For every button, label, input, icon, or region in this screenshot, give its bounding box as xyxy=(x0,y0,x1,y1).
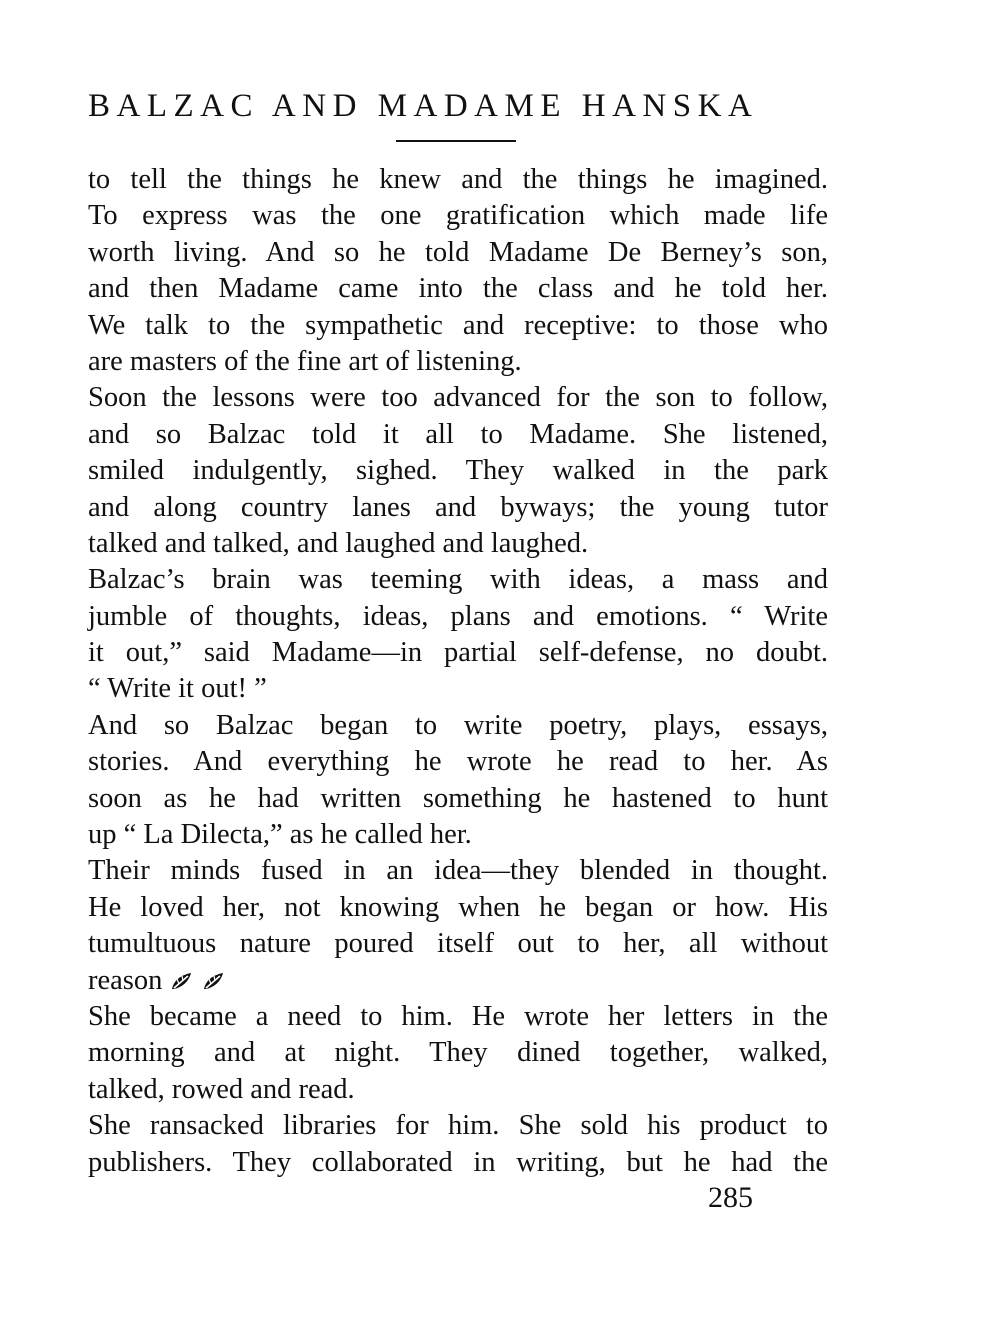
roycroft-leaf-ornament-icon xyxy=(170,971,194,991)
text-line: soon as he had written something he hastened to hunt xyxy=(88,782,828,814)
text-line: Balzac’s brain was teeming with ideas, a mass and xyxy=(88,564,828,596)
text-line: And so Balzac began to write poetry, plays, essays, xyxy=(88,709,828,741)
text-line: Soon the lessons were too advanced for the son to follow, xyxy=(88,382,828,414)
page-number: 285 xyxy=(708,1181,753,1214)
text-line-with-ornaments xyxy=(88,963,828,999)
text-line: tumultuous nature poured itself out to her, all without xyxy=(88,928,828,960)
text-line: talked and talked, and laughed and laughed. xyxy=(88,527,589,559)
text-line: and along country lanes and byways; the young tutor xyxy=(88,491,828,523)
text-line: “ Write it out! ” xyxy=(88,673,267,705)
text-line: smiled indulgently, sighed. They walked in the park xyxy=(88,455,828,487)
text-line: talked, rowed and read. xyxy=(88,1073,355,1105)
text-line: We talk to the sympathetic and receptive: to those who xyxy=(88,309,828,341)
text-line: are masters of the fine art of listening. xyxy=(88,345,522,377)
text-line: To express was the one gratification which made life xyxy=(88,200,828,232)
text-line: stories. And everything he wrote he read to her. As xyxy=(88,746,828,778)
text-line: and so Balzac told it all to Madame. She listened, xyxy=(88,418,828,450)
roycroft-leaf-ornament-icon xyxy=(202,971,226,991)
header-rule xyxy=(396,140,516,142)
text-line: morning and at night. They dined together, walked, xyxy=(88,1037,828,1069)
text-line: She became a need to him. He wrote her letters in the xyxy=(88,1000,828,1032)
text-line: jumble of thoughts, ideas, plans and emotions. “ Write xyxy=(88,600,828,632)
text-line: to tell the things he knew and the things he imagined. xyxy=(88,164,828,195)
body-text xyxy=(88,162,828,1181)
text-line: up “ La Dilecta,” as he called her. xyxy=(88,819,472,851)
text-line: publishers. They collaborated in writing, but he had the xyxy=(88,1146,828,1178)
text-line: it out,” said Madame—in partial self-defense, no doubt. xyxy=(88,637,828,669)
text-line: Their minds fused in an idea—they blended in thought. xyxy=(88,855,828,887)
text-line: and then Madame came into the class and he told her. xyxy=(88,273,828,305)
text-line: worth living. And so he told Madame De Berney’s son, xyxy=(88,236,828,268)
text-line: He loved her, not knowing when he began or how. His xyxy=(88,891,828,923)
text-fragment: reason xyxy=(88,964,163,996)
text-line: She ransacked libraries for him. She sold his product to xyxy=(88,1110,828,1142)
running-head: BALZAC AND MADAME HANSKA xyxy=(88,88,759,124)
